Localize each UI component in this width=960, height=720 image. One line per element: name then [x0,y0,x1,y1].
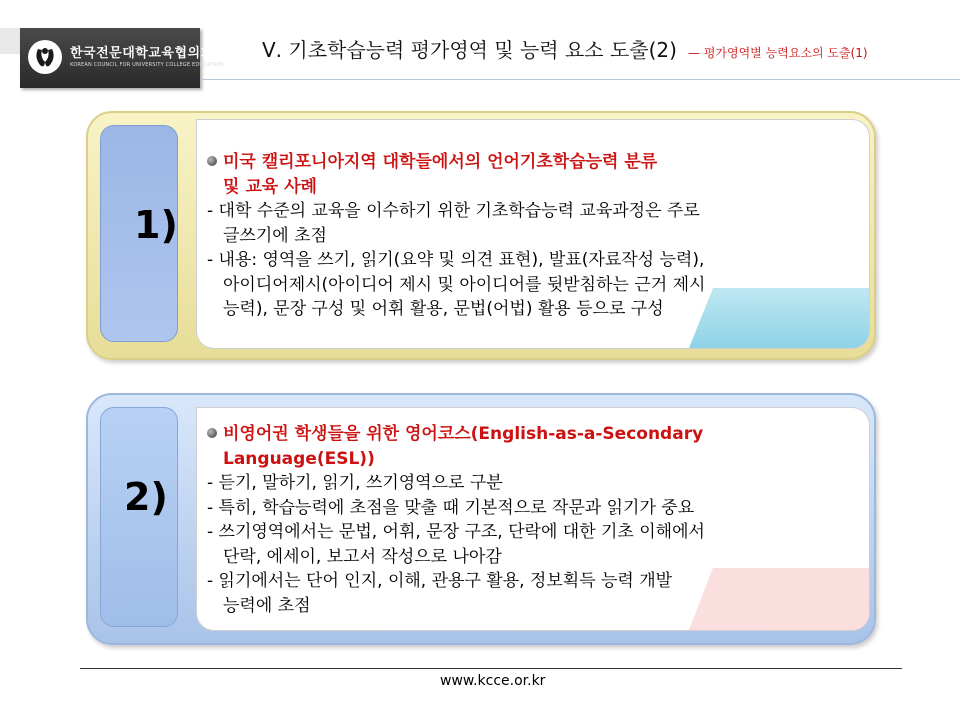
bullet-icon [207,428,217,438]
list-item: - 대학 수준의 교육을 이수하기 위한 기초학습능력 교육과정은 주로 [207,201,700,221]
section-card-1 [86,111,876,360]
list-item-cont: 단락, 에세이, 보고서 작성으로 나아감 [223,546,502,567]
page-title: Ⅴ. 기초학습능력 평가영역 및 능력 요소 도출(2) [262,38,677,62]
list-item-cont: 글쓰기에 초점 [223,225,327,246]
section-content [196,119,870,349]
section-heading-cont: Language(ESL)) [223,448,375,469]
list-item-cont: 아이디어제시(아이디어 제시 및 아이디어를 뒷받침하는 근거 제시 [223,274,706,295]
header-divider [200,79,960,80]
section-heading-cont: 및 교육 사례 [223,176,317,197]
section-number: 2) [124,475,168,519]
section-content [196,407,870,631]
header-accent-bar [0,28,20,54]
section-heading: 비영어권 학생들을 위한 영어코스(English-as-a-Secondary [207,422,863,447]
list-item: - 특히, 학습능력에 초점을 맞출 때 기본적으로 작문과 읽기가 중요 [207,497,695,518]
list-item: - 내용: 영역을 쓰기, 읽기(요약 및 의견 표현), 발표(자료작성 능력), [207,250,705,270]
logo-korean-name: 한국전문대학교육협의회 [70,46,214,61]
list-item: - 쓰기영역에서는 문법, 어휘, 문장 구조, 단락에 대한 기초 이해에서 [207,522,705,542]
footer-divider [80,668,902,669]
page-subtitle: — 평가영역별 능력요소의 도출(1) [688,46,868,60]
list-item: - 읽기에서는 단어 인지, 이해, 관용구 활용, 정보획득 능력 개발 [207,571,673,591]
kcce-emblem-icon [28,40,62,74]
footer-url[interactable]: www.kcce.or.kr [440,673,546,689]
list-item-cont: 능력에 초점 [223,595,311,616]
kcce-logo[interactable] [20,28,224,88]
bullet-icon [207,156,217,166]
list-item-cont: 능력), 문장 구성 및 어휘 활용, 문법(어법) 활용 등으로 구성 [223,299,664,319]
logo-english-name: KOREAN COUNCIL FOR UNIVERSITY COLLEGE EDUCATION [70,62,224,68]
section-number: 1) [134,203,178,247]
section-heading: 미국 캘리포니아지역 대학들에서의 언어기초학습능력 분류 [207,150,863,175]
section-card-2 [86,393,876,645]
list-item: - 듣기, 말하기, 읽기, 쓰기영역으로 구분 [207,473,503,493]
